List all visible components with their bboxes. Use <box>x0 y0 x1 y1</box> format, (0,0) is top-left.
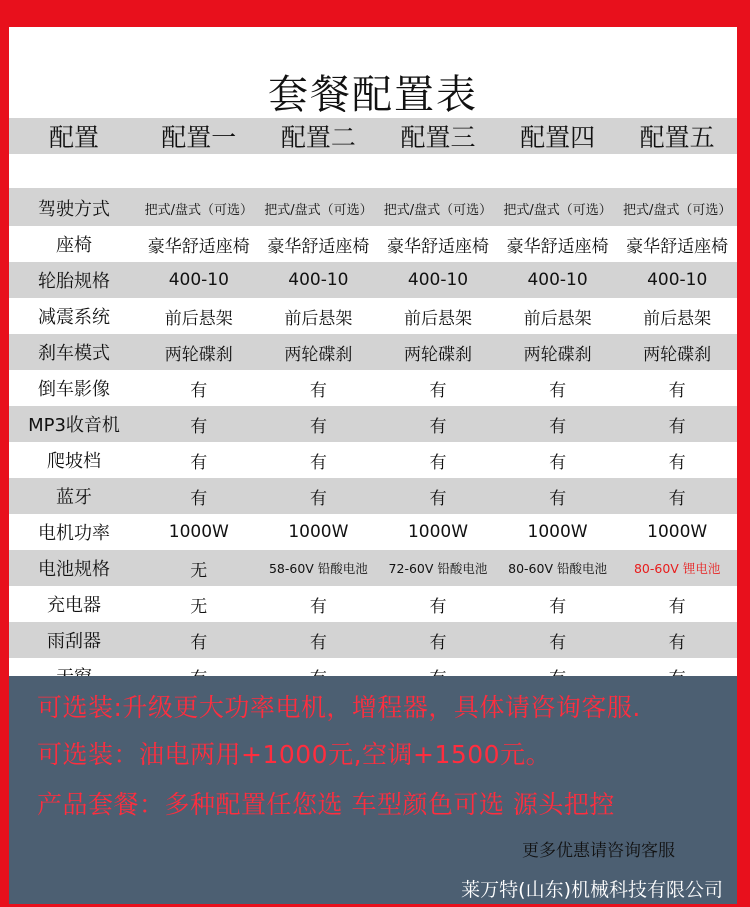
table-cell: 有 <box>190 380 208 401</box>
header-cell: 配置三 <box>400 123 476 152</box>
table-cell: 两轮碟刹 <box>523 344 592 365</box>
page-title: 套餐配置表 <box>268 72 478 118</box>
table-cell: 把式/盘式（可选） <box>622 202 732 218</box>
table-cell: 豪华舒适座椅 <box>626 236 729 257</box>
table-cell: 豪华舒适座椅 <box>386 236 489 257</box>
row-label: 座椅 <box>56 235 92 256</box>
table-row <box>9 622 737 658</box>
table-cell: 400-10 <box>647 270 708 290</box>
promo-line-upgrade: 可选装:升级更大功率电机，增程器，具体请咨询客服. <box>37 693 641 722</box>
table-cell: 1000W <box>527 522 588 542</box>
table-cell: 有 <box>668 452 686 473</box>
table-cell: 有 <box>668 632 686 653</box>
table-cell: 1000W <box>407 522 469 542</box>
table-cell: 有 <box>309 416 327 437</box>
row-label: 刹车模式 <box>38 343 110 364</box>
table-header <box>9 118 737 154</box>
table-cell: 前后悬架 <box>403 308 472 329</box>
table-cell: 把式/盘式（可选） <box>144 202 253 218</box>
table-cell: 有 <box>549 452 567 473</box>
table-cell: 豪华舒适座椅 <box>147 236 250 257</box>
row-label: 爬坡档 <box>47 451 101 472</box>
table-row <box>9 550 737 586</box>
table-cell: 无 <box>190 596 208 617</box>
table-cell: 400-10 <box>288 270 349 290</box>
table-cell: 有 <box>549 596 567 617</box>
table-row <box>9 298 737 334</box>
table-cell: 1000W <box>168 522 229 542</box>
table-cell: 两轮碟刹 <box>164 344 233 365</box>
promo-panel <box>9 676 737 876</box>
table-cell: 有 <box>190 416 208 437</box>
table-row <box>9 190 737 226</box>
table-row <box>9 442 737 478</box>
table-cell: 有 <box>309 596 327 617</box>
header-cell: 配置一 <box>161 123 237 152</box>
table-cell: 1000W <box>647 522 708 542</box>
footer-bar <box>9 876 737 904</box>
table-cell: 有 <box>549 632 567 653</box>
table-row <box>9 262 737 298</box>
table-cell: 有 <box>668 380 686 401</box>
row-label: 轮胎规格 <box>38 271 110 292</box>
table-cell: 有 <box>190 488 208 509</box>
table-cell: 两轮碟刹 <box>643 344 712 365</box>
table-cell: 有 <box>309 380 327 401</box>
header-cell: 配置五 <box>639 123 715 152</box>
row-label: 电机功率 <box>38 523 110 544</box>
row-label: 蓝牙 <box>56 487 92 508</box>
table-cell: 有 <box>309 452 327 473</box>
table-cell-highlight: 80-60V 锂电池 <box>633 561 721 576</box>
table-cell: 有 <box>429 380 447 401</box>
table-cell: 有 <box>309 632 327 653</box>
table-cell: 把式/盘式（可选） <box>264 202 373 218</box>
row-label: 倒车影像 <box>38 379 110 400</box>
table-cell: 豪华舒适座椅 <box>506 236 609 257</box>
table-cell: 有 <box>668 596 686 617</box>
table-row <box>9 586 737 622</box>
table-cell: 前后悬架 <box>164 308 233 329</box>
table-cell: 有 <box>549 488 567 509</box>
table-cell: 前后悬架 <box>284 308 353 329</box>
table-cell: 有 <box>429 452 447 473</box>
table-cell: 前后悬架 <box>643 308 712 329</box>
table-cell: 400-10 <box>527 270 588 290</box>
table-cell: 有 <box>668 416 686 437</box>
header-cell: 配置 <box>48 123 99 152</box>
table-cell: 1000W <box>288 522 349 542</box>
table-cell: 400-10 <box>168 270 229 290</box>
header-cell: 配置四 <box>520 123 596 152</box>
table-cell: 前后悬架 <box>523 308 592 329</box>
promo-contact-text: 更多优惠请咨询客服 <box>522 841 675 861</box>
table-cell: 两轮碟刹 <box>284 344 353 365</box>
row-label: 雨刮器 <box>47 631 101 652</box>
table-row <box>9 514 737 550</box>
table-cell: 把式/盘式（可选） <box>503 202 612 218</box>
table-cell: 58-60V 铅酸电池 <box>268 561 368 576</box>
table-cell: 72-60V 铅酸电池 <box>388 561 488 576</box>
table-spacer <box>9 154 737 188</box>
promo-line-package: 产品套餐：多种配置任您选 车型颜色可选 源头把控 <box>37 790 615 819</box>
table-cell: 有 <box>190 452 208 473</box>
row-label: 电池规格 <box>38 559 110 580</box>
table-row <box>9 334 737 370</box>
table-cell: 有 <box>429 596 447 617</box>
row-label: 减震系统 <box>38 307 110 328</box>
company-name: 莱万特(山东)机械科技有限公司 <box>461 879 723 901</box>
table-cell: 400-10 <box>407 270 469 290</box>
table-row <box>9 406 737 442</box>
table-cell: 80-60V 铅酸电池 <box>508 561 607 576</box>
row-label: 充电器 <box>47 595 101 616</box>
table-cell: 有 <box>429 488 447 509</box>
promo-line-options: 可选装：油电两用+1000元,空调+1500元。 <box>37 740 552 769</box>
table-cell: 有 <box>668 488 686 509</box>
table-cell: 有 <box>429 416 447 437</box>
table-cell: 有 <box>190 632 208 653</box>
table-cell: 豪华舒适座椅 <box>267 236 370 257</box>
table-cell: 无 <box>190 560 208 581</box>
table-cell: 有 <box>549 416 567 437</box>
row-label: 驾驶方式 <box>38 199 110 220</box>
row-label: MP3收音机 <box>28 415 120 436</box>
table-cell: 把式/盘式（可选） <box>383 202 493 218</box>
table-row <box>9 370 737 406</box>
table-cell: 有 <box>309 488 327 509</box>
config-sheet <box>9 27 737 904</box>
table-cell: 两轮碟刹 <box>403 344 472 365</box>
header-cell: 配置二 <box>280 123 356 152</box>
table-cell: 有 <box>549 380 567 401</box>
table-cell: 有 <box>429 632 447 653</box>
table-row <box>9 478 737 514</box>
table-row <box>9 226 737 262</box>
config-table <box>9 118 737 694</box>
